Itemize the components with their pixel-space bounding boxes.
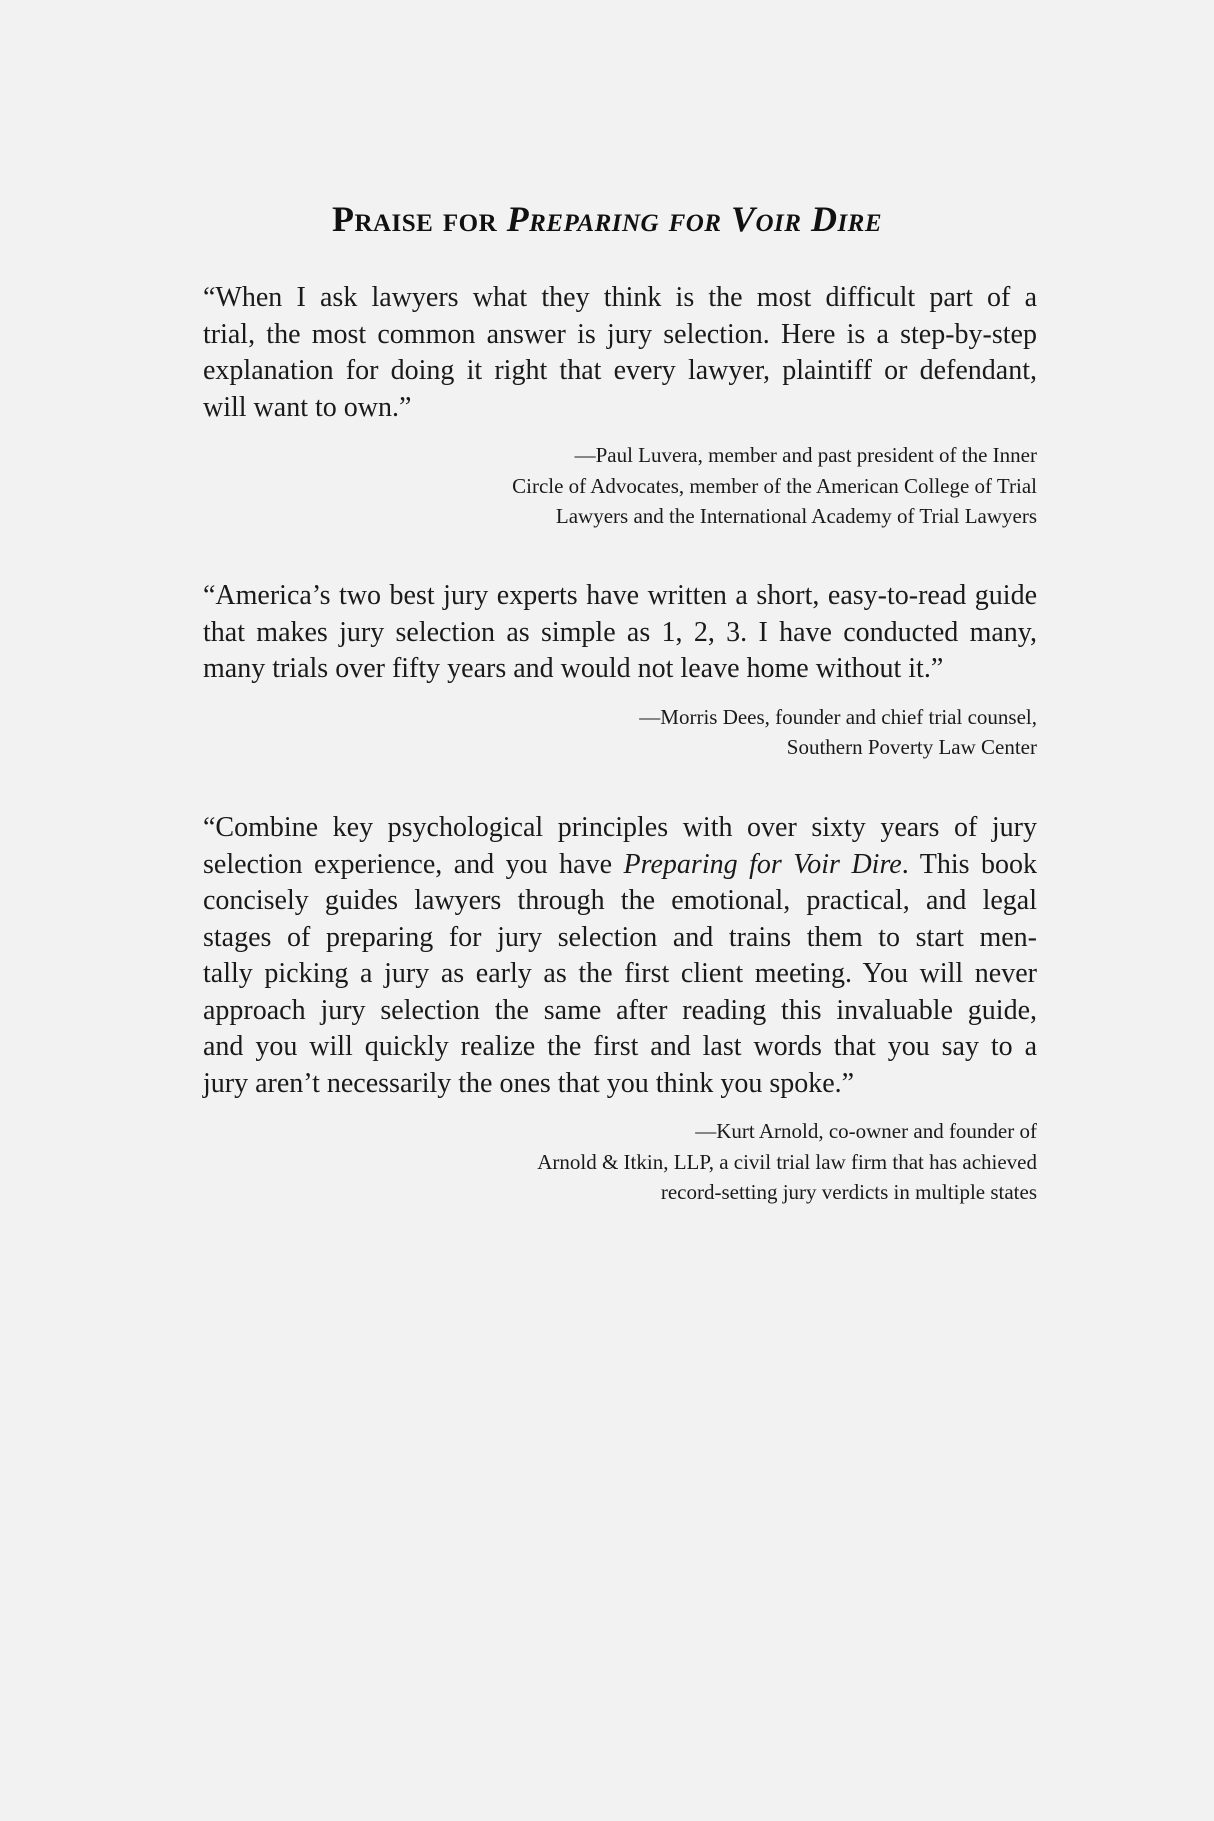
- attribution: [203, 1116, 1037, 1208]
- book-title-italic: Preparing for Voir Dire: [623, 848, 902, 880]
- attribution-line: —Paul Luvera, member and past president of the Inner: [574, 443, 1037, 467]
- praise-blurb-arnold: [203, 810, 1037, 1208]
- quote-text: [203, 280, 1037, 426]
- quote-text: [203, 810, 1037, 1102]
- attribution-line: Southern Poverty Law Center: [786, 735, 1037, 759]
- praise-blurb-luvera: [203, 280, 1037, 532]
- attribution-line: Arnold & Itkin, LLP, a civil trial law firm that has achieved: [537, 1149, 1037, 1174]
- quote-line: stages of preparing for jury selection and trains them to start men-: [203, 921, 1037, 953]
- quote-line: “When I ask lawyers what they think is the most difficult part of a: [203, 282, 1037, 313]
- attribution-line: Lawyers and the International Academy of Trial Lawyers: [555, 504, 1037, 528]
- quote-line: “Combine key psychological principles with over sixty years of jury: [203, 812, 1037, 843]
- quote-line: will want to own.”: [203, 391, 412, 423]
- quote-line: [203, 847, 1038, 884]
- attribution-line: —Kurt Arnold, co-owner and founder of: [695, 1119, 1037, 1143]
- quote-line: that makes jury selection as simple as 1, 2, 3. I have conducted many,: [203, 616, 1037, 648]
- title-prefix: Praise for: [331, 199, 507, 240]
- attribution: [203, 440, 1037, 532]
- quote-line: approach jury selection the same after reading this invaluable guide,: [203, 994, 1037, 1026]
- quote-line: “America’s two best jury experts have written a short, easy-to-read guide: [203, 580, 1037, 611]
- quote-line: jury aren’t necessarily the ones that you think you spoke.”: [203, 1067, 855, 1099]
- praise-blurb-dees: [203, 578, 1037, 763]
- quote-line-tail: . This book: [901, 848, 1038, 880]
- attribution: [203, 702, 1037, 763]
- quote-line-head: selection experience, and you have: [203, 848, 624, 880]
- quote-line: and you will quickly realize the first and last words that you say to a: [203, 1031, 1037, 1062]
- quote-text: [203, 578, 1037, 688]
- attribution-line: —Morris Dees, founder and chief trial counsel,: [639, 704, 1037, 729]
- page-title: [0, 199, 1214, 239]
- quote-line: explanation for doing it right that every lawyer, plaintiff or defendant,: [203, 355, 1037, 386]
- quote-line: tally picking a jury as early as the first client meeting. You will never: [203, 958, 1037, 989]
- quote-line: trial, the most common answer is jury selection. Here is a step-by-step: [203, 318, 1037, 350]
- quote-line: concisely guides lawyers through the emotional, practical, and legal: [203, 885, 1037, 916]
- title-book-name: Preparing for Voir Dire: [506, 199, 883, 240]
- quote-line: many trials over fifty years and would not leave home without it.”: [203, 653, 944, 684]
- attribution-line: record-setting jury verdicts in multiple states: [660, 1180, 1037, 1204]
- attribution-line: Circle of Advocates, member of the American College of Trial: [512, 473, 1037, 498]
